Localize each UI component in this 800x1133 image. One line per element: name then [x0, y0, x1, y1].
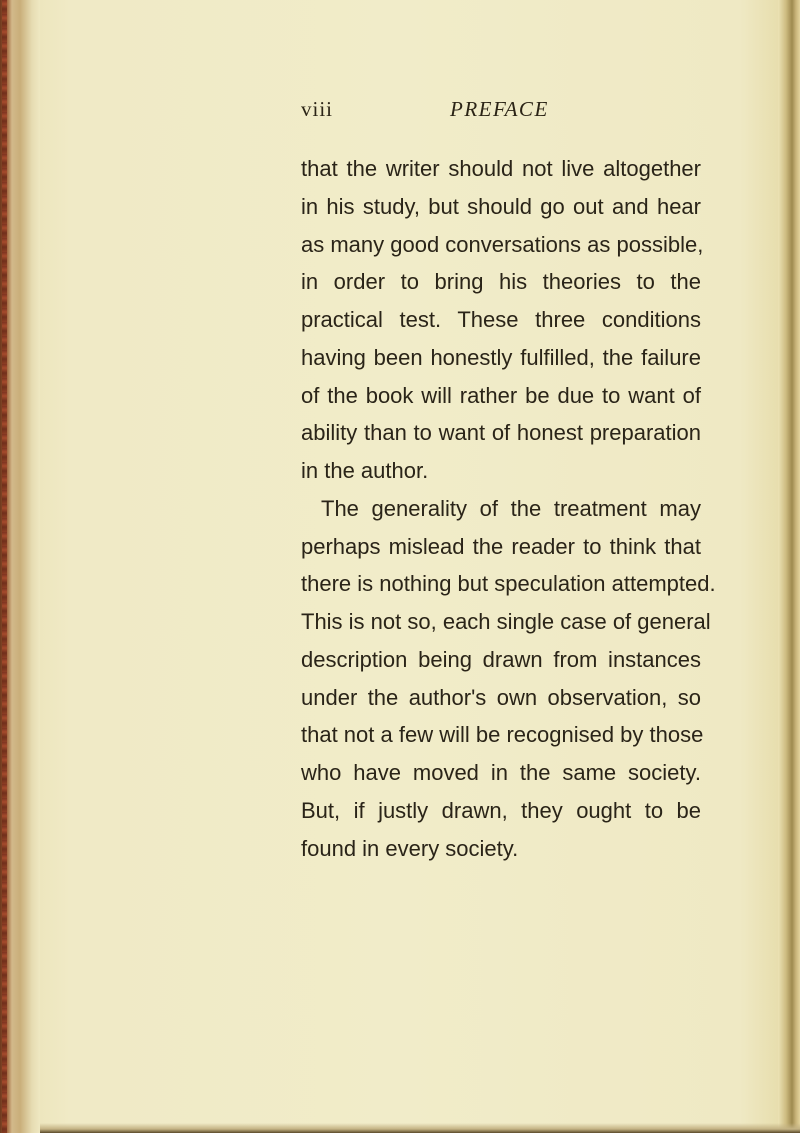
text-line: description being drawn from instances [301, 646, 701, 672]
text-line: that the writer should not live altogether [301, 156, 701, 181]
text-line: there is nothing but speculation attempted. [301, 571, 716, 597]
text-line: in his study, but should go out and hear [301, 193, 701, 219]
page-bottom-edge [40, 1123, 800, 1133]
text-line: who have moved in the same society. [301, 760, 701, 785]
text-line: in the author. [301, 458, 429, 483]
text-line: of the book will rather be due to want of [301, 382, 701, 408]
text-line: as many good conversations as possible, [301, 231, 704, 257]
page-number: viii [301, 97, 334, 121]
text-line: The generality of the treatment may [321, 495, 701, 521]
text-line: But, if justly drawn, they ought to be [301, 797, 701, 823]
running-head: PREFACE [450, 97, 549, 121]
text-line: perhaps mislead the reader to think that [301, 533, 701, 559]
text-line: that not a few will be recognised by those [301, 722, 704, 748]
page-header [301, 97, 721, 127]
page-right-edge [778, 0, 800, 1133]
book-binding-left-edge [0, 0, 40, 1133]
text-line: having been honestly fulfilled, the failure [301, 344, 701, 370]
text-line: This is not so, each single case of general [301, 609, 711, 634]
text-line: ability than to want of honest preparation [301, 420, 701, 446]
text-line: in order to bring his theories to the [301, 269, 701, 295]
text-line: practical test. These three conditions [301, 307, 701, 332]
text-line: found in every society. [301, 835, 519, 861]
body-text [301, 150, 716, 867]
text-line: under the author's own observation, so [301, 684, 701, 710]
